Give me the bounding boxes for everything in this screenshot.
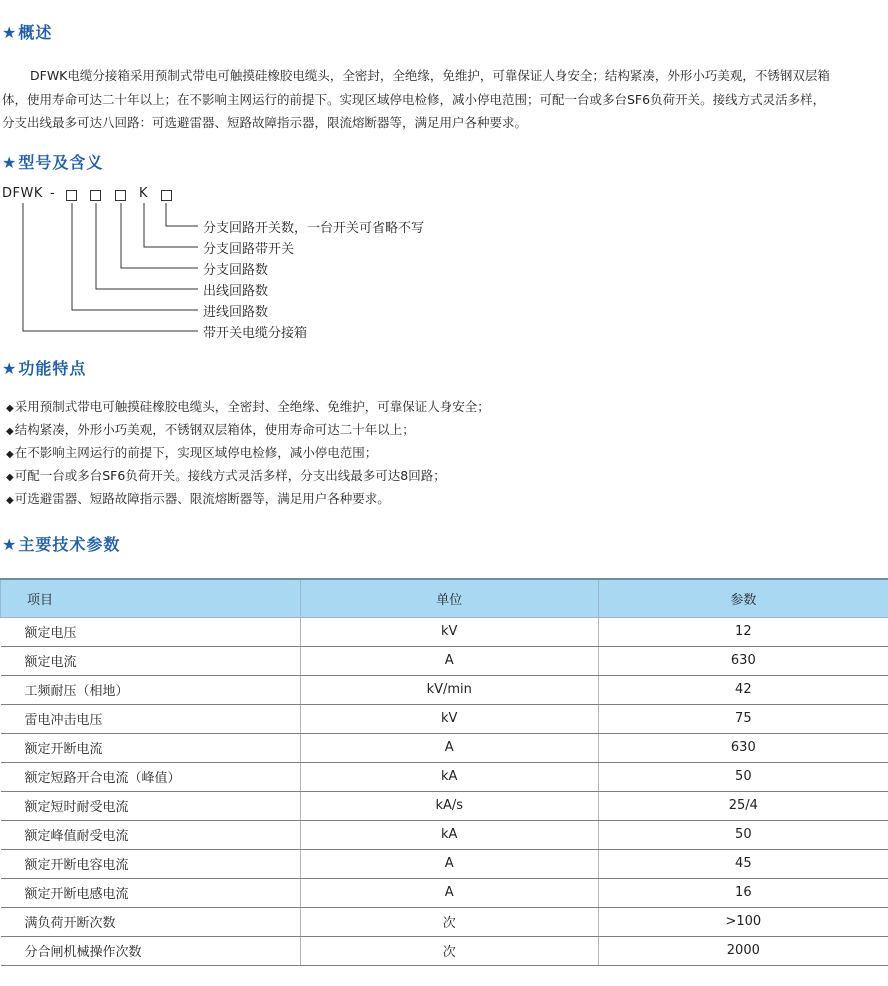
table-cell-value: 630	[598, 646, 888, 675]
parameters-table	[0, 578, 888, 966]
model-code-k: K	[139, 186, 148, 201]
table-cell-value: 45	[598, 849, 888, 878]
diamond-icon: ◆	[6, 472, 14, 483]
overview-line: 体，使用寿命可达二十年以上；在不影响主网运行的前提下。实现区域停电检修，减小停电范围；可配一台或多台SF6负荷开关。接线方式灵活多样，	[2, 91, 826, 107]
table-cell-value: 2000	[598, 936, 888, 965]
model-meaning-label: 分支回路开关数，一台开关可省略不写	[203, 221, 425, 236]
section-heading-model	[2, 150, 103, 173]
table-row	[1, 704, 888, 733]
feature-list	[6, 396, 490, 511]
model-tree-lines	[0, 0, 888, 360]
table-cell-unit: kA	[300, 762, 598, 791]
star-icon: ★	[2, 23, 18, 42]
section-title: 主要技术参数	[18, 535, 121, 554]
table-cell-item: 额定开断电流	[1, 733, 301, 762]
model-code-prefix: DFWK	[2, 186, 43, 201]
table-cell-unit: kV	[300, 617, 598, 646]
table-row	[1, 907, 888, 936]
table-cell-unit: kV	[300, 704, 598, 733]
diamond-icon: ◆	[6, 426, 14, 437]
model-code-box	[115, 190, 126, 201]
table-cell-item: 额定开断电感电流	[1, 878, 301, 907]
table-cell-item: 额定短时耐受电流	[1, 791, 301, 820]
table-cell-value: 42	[598, 675, 888, 704]
table-row	[1, 646, 888, 675]
table-cell-value: 16	[598, 878, 888, 907]
table-cell-item: 分合闸机械操作次数	[1, 936, 301, 965]
overview-paragraph	[2, 64, 886, 135]
table-cell-item: 工频耐压（相地）	[1, 675, 301, 704]
model-meaning-label: 分支回路数	[203, 263, 269, 278]
section-title: 型号及含义	[18, 153, 104, 172]
table-cell-item: 雷电冲击电压	[1, 704, 301, 733]
overview-line: DFWK电缆分接箱采用预制式带电可触摸硅橡胶电缆头，全密封，全绝缘，免维护，可靠保证人身安全；结构紧凑，外形小巧美观，不锈钢双层箱	[30, 68, 830, 83]
table-cell-item: 额定开断电容电流	[1, 849, 301, 878]
table-cell-value: 630	[598, 733, 888, 762]
section-heading-params	[2, 532, 120, 555]
model-meaning-label: 进线回路数	[203, 305, 269, 320]
list-item: ◆结构紧凑，外形小巧美观，不锈钢双层箱体，使用寿命可达二十年以上；	[6, 422, 415, 437]
table-cell-value: 25/4	[598, 791, 888, 820]
table-row	[1, 791, 888, 820]
table-cell-value: 50	[598, 820, 888, 849]
table-cell-value: >100	[598, 907, 888, 936]
table-row	[1, 936, 888, 965]
list-item: ◆在不影响主网运行的前提下，实现区域停电检修，减小停电范围；	[6, 445, 378, 460]
model-meaning-label: 分支回路带开关	[203, 242, 295, 257]
table-cell-unit: A	[300, 849, 598, 878]
table-header-row	[1, 579, 888, 617]
section-heading-overview	[2, 20, 52, 43]
table-body	[1, 617, 888, 965]
table-row	[1, 878, 888, 907]
table-cell-unit: A	[300, 646, 598, 675]
list-item: ◆可配一台或多台SF6负荷开关。接线方式灵活多样，分支出线最多可达8回路；	[6, 468, 446, 483]
table-cell-value: 75	[598, 704, 888, 733]
table-row	[1, 849, 888, 878]
section-title: 功能特点	[18, 359, 87, 378]
model-meaning-label: 出线回路数	[203, 284, 269, 299]
diamond-icon: ◆	[6, 495, 14, 506]
table-row	[1, 617, 888, 646]
table-row	[1, 762, 888, 791]
table-cell-unit: 次	[300, 936, 598, 965]
column-header-value: 参数	[598, 579, 888, 617]
table-cell-item: 额定峰值耐受电流	[1, 820, 301, 849]
table-cell-item: 额定短路开合电流（峰值）	[1, 762, 301, 791]
model-code-box	[66, 190, 77, 201]
model-code-box	[90, 190, 101, 201]
table-cell-unit: kA	[300, 820, 598, 849]
table-row	[1, 733, 888, 762]
table-cell-item: 额定电流	[1, 646, 301, 675]
overview-line: 分支出线最多可达八回路：可选避雷器、短路故障指示器，限流熔断器等，满足用户各种要求。	[2, 115, 528, 130]
table-cell-value: 12	[598, 617, 888, 646]
table-cell-unit: kV/min	[300, 675, 598, 704]
column-header-item: 项目	[1, 579, 301, 617]
table-cell-unit: A	[300, 733, 598, 762]
section-heading-features	[2, 356, 86, 379]
table-cell-item: 满负荷开断次数	[1, 907, 301, 936]
diamond-icon: ◆	[6, 403, 14, 414]
star-icon: ★	[2, 153, 18, 172]
diamond-icon: ◆	[6, 449, 14, 460]
list-item: ◆可选避雷器、短路故障指示器、限流熔断器等，满足用户各种要求。	[6, 491, 390, 506]
model-code-dash: -	[50, 186, 55, 201]
table-cell-unit: kA/s	[300, 791, 598, 820]
list-item: ◆采用预制式带电可触摸硅橡胶电缆头，全密封、全绝缘、免维护，可靠保证人身安全；	[6, 399, 490, 414]
table-cell-item: 额定电压	[1, 617, 301, 646]
table-row	[1, 675, 888, 704]
star-icon: ★	[2, 535, 18, 554]
star-icon: ★	[2, 359, 18, 378]
table-cell-unit: 次	[300, 907, 598, 936]
table-cell-value: 50	[598, 762, 888, 791]
model-code-box	[161, 190, 172, 201]
table-cell-unit: A	[300, 878, 598, 907]
model-meaning-label: 带开关电缆分接箱	[203, 326, 308, 341]
section-title: 概述	[18, 23, 53, 42]
column-header-unit: 单位	[300, 579, 598, 617]
table-row	[1, 820, 888, 849]
